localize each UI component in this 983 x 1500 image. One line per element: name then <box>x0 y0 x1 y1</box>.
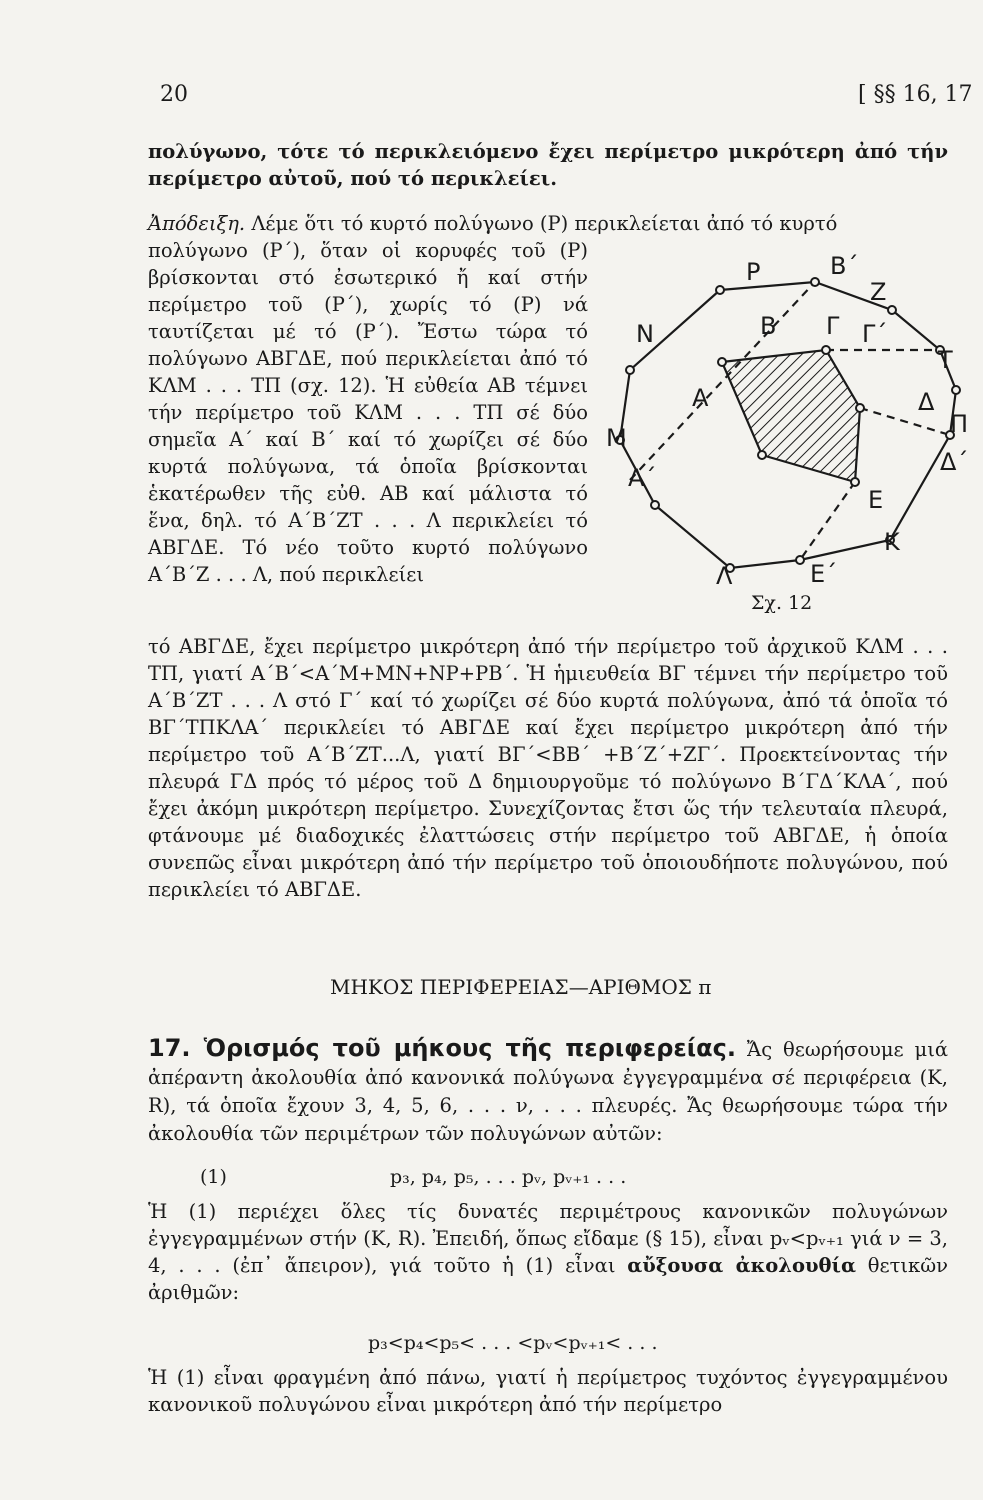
section-17-heading: 17. Ὁρισμός τοῦ μήκους τῆς περιφερείας. <box>148 1034 736 1062</box>
dashed-line-de <box>800 482 855 560</box>
equation-1-label: (1) <box>200 1166 227 1188</box>
label-Gamma: Γ <box>826 312 840 340</box>
section-17-p2 <box>148 1198 948 1306</box>
label-B: B <box>760 312 777 340</box>
label-A-prime: A΄ <box>628 464 657 492</box>
section-17-p3: Ἡ (1) εἶναι φραγμένη ἀπό πάνω, γιατί ἡ περίμετρος τυχόντος ἐγγεγραμμένου κανονικοῦ πολυγώνου εἶναι μικρότερη ἀπό τήν περίμετρο <box>148 1366 948 1416</box>
label-A: A <box>692 384 709 412</box>
label-Gamma-prime: Γ΄ <box>862 320 888 348</box>
equation-2: p₃<p₄<p₅< . . . <pᵥ<pᵥ₊₁< . . . <box>368 1332 658 1354</box>
label-K: K <box>884 528 900 556</box>
section-17-p2-text-b: θετικῶν ἀριθμῶν: <box>148 1254 948 1304</box>
section-17-p1 <box>148 1034 948 1148</box>
equation-1: p₃, p₄, p₅, . . . pᵥ, pᵥ₊₁ . . . <box>390 1166 627 1188</box>
label-Delta: Δ <box>918 388 935 416</box>
dashed-line-cd <box>860 408 950 435</box>
proof-label: Ἀπόδειξη. <box>148 212 246 235</box>
label-Z: Z <box>870 278 887 306</box>
label-Pi: Π <box>950 410 969 438</box>
label-T: T <box>938 346 953 374</box>
section-17-p2-bold: αὔξουσα ἀκολουθία <box>627 1254 856 1277</box>
label-M: M <box>606 424 627 452</box>
proof-wrap-text: πολύγωνο (P΄), ὅταν οἱ κορυφές τοῦ (P) βρίσκονται στό ἐσωτερικό ἤ καί στήν περίμετρο τοῦ (P΄), χωρίς τό (P) νά ταυτίζεται μέ τό (P΄). Ἔστω τώρα τό πολύγωνο ΑΒΓΔΕ, πού περικλείεται ἀπό τό ΚΛΜ . . . ΤΠ (σχ. 12). Ἡ εὐθεία ΑΒ τέμνει τήν περίμετρο τοῦ ΚΛΜ . . . ΤΠ σέ δύο σημεῖα Α΄ καί Β΄ καί τό χωρίζει σέ δύο κυρτά πολύγωνα, τά ὁποῖα βρίσκονται ἑκατέρωθεν τῆς εὐθ. ΑΒ καί μάλιστα τό ἕνα, δηλ. τό Α΄Β΄ΖΤ . . . Λ περικλείει τό ΑΒΓΔΕ. Τό νέο τοῦτο κυρτό πολύγωνο Α΄Β΄Ζ . . . Λ, πού περικλείει <box>148 239 588 586</box>
theorem-end: πολύγωνο, τότε τό περικλειόμενο ἔχει περίμετρο μικρότερη ἀπό τήν περίμετρο αὐτοῦ, πού τό περικλείει. <box>148 140 948 190</box>
label-P: P <box>746 258 761 286</box>
label-Delta-prime: Δ΄ <box>940 448 969 476</box>
figure-12 <box>600 250 970 590</box>
page-number: 20 <box>160 82 188 107</box>
section-17-p2-text-a: Ἡ (1) περιέχει ὅλες τίς δυνατές περιμέτρους κανονικῶν πολυγώνων ἐγγεγραμμένων στήν (Κ, R). Ἐπειδή, ὅπως εἴδαμε (§ 15), εἶναι pᵥ<pᵥ₊₁ γιά ν = 3, 4, . . . (ἐπ᾽ ἄπειρον), γιά τοῦτο ἡ (1) εἶναι <box>148 1200 948 1277</box>
section-17-p1-text: Ἄς θεωρήσουμε μιά ἀπέραντη ἀκολουθία ἀπό κανονικά πολύγωνα ἐγγεγραμμένα σέ περιφέρεια (Κ, R), τά ὁποῖα ἔχουν 3, 4, 5, 6, . . . ν, . . . πλευρές. Ἄς θεωρήσουμε τώρα τήν ἀκολουθία τῶν περιμέτρων τῶν πολυγώνων αὐτῶν: <box>148 1038 949 1145</box>
proof-rest-text: τό ΑΒΓΔΕ, ἔχει περίμετρο μικρότερη ἀπό τήν περίμετρο τοῦ ἀρχικοῦ ΚΛΜ . . . ΤΠ, γιατί Α΄Β΄<Α΄Μ+ΜΝ+ΝΡ+ΡΒ΄. Ἡ ἡμιευθεία ΒΓ τέμνει τήν περίμετρο τοῦ Α΄Β΄ΖΤ . . . Λ στό Γ΄ καί τό χωρίζει σέ δύο κυρτά πολύγωνα, ἀπό τά ὁποῖα τό ΒΓ΄ΤΠΚΛΑ΄ περικλείει τό ΑΒΓΔΕ καί ἔχει περίμετρο μικρότερη ἀπό τήν περίμετρο τοῦ Α΄Β΄ΖΤ...Λ, γιατί ΒΓ΄<ΒΒ΄ +Β΄Ζ΄+ΖΓ΄. Προεκτείνοντας τήν πλευρά ΓΔ πρός τό μέρος τοῦ Δ δημιουργοῦμε τό πολύγωνο Β΄ΓΔ΄ΚΛΑ΄, πού ἔχει ἀκόμη μικρότερη περίμετρο. Συνεχίζοντας ἔτσι ὥς τήν τελευταία πλευρά, φτάνουμε μέ διαδοχικές ἐλαττώσεις στήν περίμετρο τοῦ ΑΒΓΔΕ, ἡ ὁποία συνεπῶς εἶναι μικρότερη ἀπό τήν περίμετρο τοῦ ὁποιουδήποτε πολυγώνου, πού περικλείει τό ΑΒΓΔΕ. <box>148 635 948 901</box>
label-E: E <box>868 486 884 514</box>
inner-polygon <box>722 350 860 482</box>
proof-line-1 <box>148 210 948 237</box>
label-E-prime: E΄ <box>810 560 838 588</box>
label-N: N <box>636 320 654 348</box>
label-Lambda: Λ <box>716 562 733 590</box>
section-title: ΜΗΚΟΣ ΠΕΡΙΦΕΡΕΙΑΣ—ΑΡΙΘΜΟΣ π <box>330 975 712 999</box>
section-ref: [ §§ 16, 17 <box>858 82 973 107</box>
proof-line-1-text: Λέμε ὅτι τό κυρτό πολύγωνο (P) περικλείεται ἀπό τό κυρτό <box>251 212 838 235</box>
figure-caption: Σχ. 12 <box>751 592 813 614</box>
label-B-prime: B΄ <box>830 252 859 280</box>
